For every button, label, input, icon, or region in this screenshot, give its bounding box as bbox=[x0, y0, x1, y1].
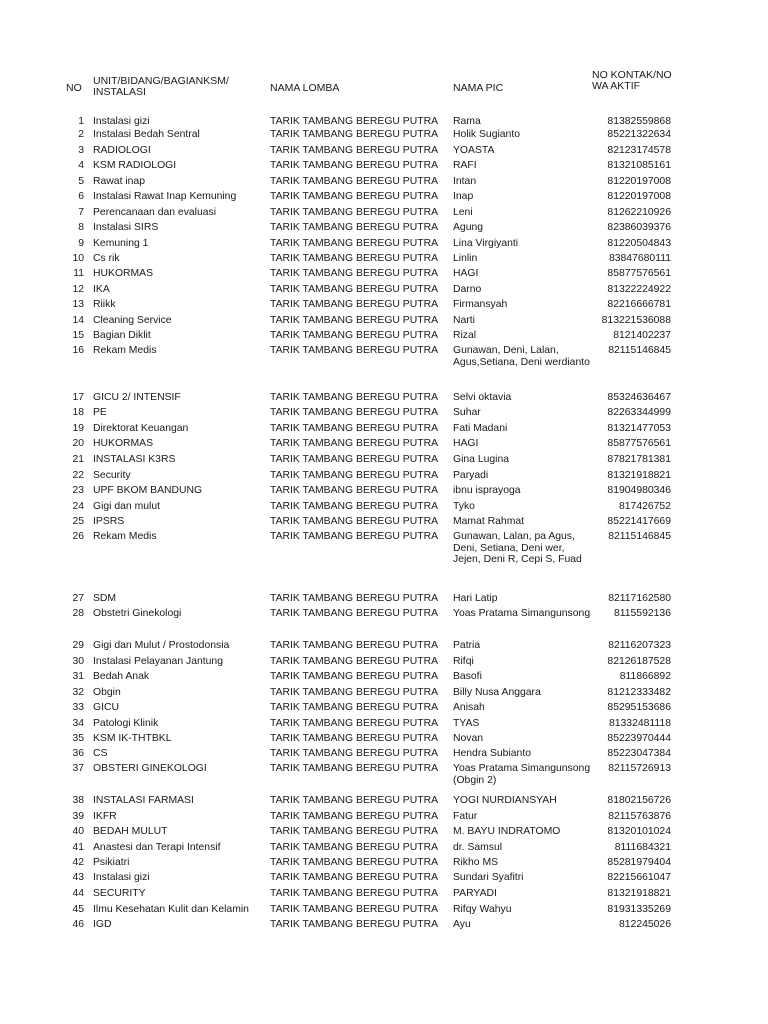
row-kontak: 8121402237 bbox=[613, 330, 671, 341]
table-row bbox=[0, 145, 768, 160]
table-row bbox=[0, 718, 768, 733]
row-unit: KSM IK-THTBKL bbox=[93, 733, 172, 744]
row-lomba: TARIK TAMBANG BEREGU PUTRA bbox=[270, 516, 439, 527]
row-kontak: 81322224922 bbox=[607, 284, 671, 295]
row-pic: Rizal bbox=[453, 330, 477, 341]
row-number: 32 bbox=[72, 687, 84, 698]
row-number: 12 bbox=[72, 284, 84, 295]
row-unit: Instalasi gizi bbox=[93, 872, 150, 883]
row-kontak: 81262210926 bbox=[607, 207, 671, 218]
table-row bbox=[0, 176, 768, 191]
row-lomba: TARIK TAMBANG BEREGU PUTRA bbox=[270, 608, 439, 619]
row-unit: IKA bbox=[93, 284, 110, 295]
row-kontak: 85281979404 bbox=[607, 857, 671, 868]
table-row bbox=[0, 470, 768, 485]
row-pic: Novan bbox=[453, 733, 484, 744]
row-number: 26 bbox=[72, 531, 84, 542]
row-number: 15 bbox=[72, 330, 84, 341]
row-lomba: TARIK TAMBANG BEREGU PUTRA bbox=[270, 238, 439, 249]
row-kontak: 82115726913 bbox=[608, 763, 671, 774]
row-lomba: TARIK TAMBANG BEREGU PUTRA bbox=[270, 284, 439, 295]
row-lomba: TARIK TAMBANG BEREGU PUTRA bbox=[270, 888, 439, 899]
row-number: 6 bbox=[78, 191, 84, 202]
row-number: 18 bbox=[72, 407, 84, 418]
row-unit: Rekam Medis bbox=[93, 345, 157, 356]
row-pic: TYAS bbox=[453, 718, 480, 729]
row-unit: RADIOLOGI bbox=[93, 145, 151, 156]
row-unit: INSTALASI K3RS bbox=[93, 454, 176, 465]
row-lomba: TARIK TAMBANG BEREGU PUTRA bbox=[270, 671, 439, 682]
row-kontak: 813221536088 bbox=[601, 315, 671, 326]
row-unit: GICU bbox=[93, 702, 119, 713]
row-number: 8 bbox=[78, 222, 84, 233]
row-lomba: TARIK TAMBANG BEREGU PUTRA bbox=[270, 857, 439, 868]
row-unit: Rawat inap bbox=[93, 176, 145, 187]
table-row bbox=[0, 438, 768, 453]
table-row bbox=[0, 129, 768, 144]
row-unit: INSTALASI FARMASI bbox=[93, 795, 194, 806]
row-kontak: 82117162580 bbox=[608, 593, 671, 604]
header-lomba: NAMA LOMBA bbox=[270, 82, 340, 94]
row-number: 17 bbox=[72, 392, 84, 403]
row-lomba: TARIK TAMBANG BEREGU PUTRA bbox=[270, 904, 439, 915]
row-unit: BEDAH MULUT bbox=[93, 826, 168, 837]
table-row bbox=[0, 315, 768, 330]
row-pic: Firmansyah bbox=[453, 299, 508, 310]
row-number: 20 bbox=[72, 438, 84, 449]
row-lomba: TARIK TAMBANG BEREGU PUTRA bbox=[270, 733, 439, 744]
row-unit: PE bbox=[93, 407, 107, 418]
row-unit: Perencanaan dan evaluasi bbox=[93, 207, 217, 218]
table-row bbox=[0, 160, 768, 175]
table-row bbox=[0, 640, 768, 655]
row-kontak: 81212333482 bbox=[607, 687, 671, 698]
row-lomba: TARIK TAMBANG BEREGU PUTRA bbox=[270, 116, 439, 127]
row-kontak: 87821781381 bbox=[607, 454, 671, 465]
row-pic: Gina Lugina bbox=[453, 454, 510, 465]
row-pic: Yoas Pratama Simangunsong (Obgin 2) bbox=[453, 763, 591, 786]
table-row bbox=[0, 904, 768, 919]
row-unit: Bagian Diklit bbox=[93, 330, 151, 341]
row-lomba: TARIK TAMBANG BEREGU PUTRA bbox=[270, 129, 439, 140]
row-kontak: 85324636467 bbox=[607, 392, 671, 403]
row-lomba: TARIK TAMBANG BEREGU PUTRA bbox=[270, 423, 439, 434]
row-kontak: 8111684321 bbox=[614, 842, 671, 853]
row-lomba: TARIK TAMBANG BEREGU PUTRA bbox=[270, 191, 439, 202]
row-pic: Billy Nusa Anggara bbox=[453, 687, 541, 698]
row-kontak: 81220504843 bbox=[607, 238, 671, 249]
row-number: 43 bbox=[72, 872, 84, 883]
row-unit: Patologi Klinik bbox=[93, 718, 159, 729]
row-number: 42 bbox=[72, 857, 84, 868]
row-pic: Sundari Syafitri bbox=[453, 872, 524, 883]
row-lomba: TARIK TAMBANG BEREGU PUTRA bbox=[270, 826, 439, 837]
row-unit: Obgin bbox=[93, 687, 121, 698]
table-row bbox=[0, 857, 768, 872]
row-kontak: 812245026 bbox=[618, 919, 671, 930]
row-unit: Psikiatri bbox=[93, 857, 130, 868]
row-pic: Fati Madani bbox=[453, 423, 508, 434]
row-lomba: TARIK TAMBANG BEREGU PUTRA bbox=[270, 531, 439, 542]
table-row bbox=[0, 763, 768, 786]
row-number: 29 bbox=[72, 640, 84, 651]
table-row bbox=[0, 423, 768, 438]
row-unit: IPSRS bbox=[93, 516, 125, 527]
header-pic: NAMA PIC bbox=[453, 82, 504, 94]
row-number: 7 bbox=[78, 207, 84, 218]
row-number: 19 bbox=[72, 423, 84, 434]
row-lomba: TARIK TAMBANG BEREGU PUTRA bbox=[270, 222, 439, 233]
row-pic: Inap bbox=[453, 191, 474, 202]
header-kontak: NO KONTAK/NO WA AKTIF bbox=[592, 69, 672, 92]
row-lomba: TARIK TAMBANG BEREGU PUTRA bbox=[270, 160, 439, 171]
row-lomba: TARIK TAMBANG BEREGU PUTRA bbox=[270, 485, 439, 496]
row-kontak: 81931335269 bbox=[607, 904, 671, 915]
row-number: 13 bbox=[72, 299, 84, 310]
row-number: 9 bbox=[78, 238, 84, 249]
row-kontak: 85877576561 bbox=[607, 438, 671, 449]
row-kontak: 82115763876 bbox=[608, 811, 671, 822]
row-number: 5 bbox=[78, 176, 84, 187]
row-unit: HUKORMAS bbox=[93, 268, 154, 279]
row-lomba: TARIK TAMBANG BEREGU PUTRA bbox=[270, 438, 439, 449]
row-unit: OBSTERI GINEKOLOGI bbox=[93, 763, 207, 774]
row-kontak: 83847680111 bbox=[608, 253, 671, 264]
row-unit: Instalasi Pelayanan Jantung bbox=[93, 656, 223, 667]
row-pic: RAFI bbox=[453, 160, 477, 171]
row-kontak: 85223970444 bbox=[607, 733, 671, 744]
row-number: 34 bbox=[72, 718, 84, 729]
row-pic: YOGI NURDIANSYAH bbox=[453, 795, 557, 806]
row-number: 30 bbox=[72, 656, 84, 667]
row-number: 1 bbox=[78, 116, 84, 127]
row-pic: PARYADI bbox=[453, 888, 497, 899]
row-pic: Tyko bbox=[453, 501, 475, 512]
row-pic: Intan bbox=[453, 176, 477, 187]
row-kontak: 811866892 bbox=[619, 671, 671, 682]
row-number: 39 bbox=[72, 811, 84, 822]
row-number: 44 bbox=[72, 888, 84, 899]
row-kontak: 81220197008 bbox=[607, 191, 671, 202]
row-kontak: 81382559868 bbox=[607, 116, 671, 127]
table-row bbox=[0, 268, 768, 283]
table-row bbox=[0, 608, 768, 623]
row-kontak: 82115146845 bbox=[608, 345, 671, 356]
row-kontak: 85221417669 bbox=[607, 516, 671, 527]
row-kontak: 82263344999 bbox=[607, 407, 671, 418]
row-kontak: 82115146845 bbox=[608, 531, 671, 542]
row-unit: Obstetri Ginekologi bbox=[93, 608, 182, 619]
row-unit: Instalasi SIRS bbox=[93, 222, 159, 233]
row-kontak: 82123174578 bbox=[607, 145, 671, 156]
row-lomba: TARIK TAMBANG BEREGU PUTRA bbox=[270, 919, 439, 930]
row-number: 22 bbox=[72, 470, 84, 481]
row-kontak: 85295153686 bbox=[607, 702, 671, 713]
table-row bbox=[0, 238, 768, 253]
row-unit: Instalasi gizi bbox=[93, 116, 150, 127]
row-kontak: 81321918821 bbox=[607, 888, 671, 899]
row-number: 24 bbox=[72, 501, 84, 512]
row-pic: Rifqi bbox=[453, 656, 474, 667]
row-kontak: 81320101024 bbox=[607, 826, 671, 837]
table-row bbox=[0, 656, 768, 671]
table-row bbox=[0, 392, 768, 407]
table-row bbox=[0, 454, 768, 469]
row-pic: dr. Samsul bbox=[453, 842, 503, 853]
row-lomba: TARIK TAMBANG BEREGU PUTRA bbox=[270, 702, 439, 713]
row-pic: Hendra Subianto bbox=[453, 748, 531, 759]
row-pic: Darno bbox=[453, 284, 482, 295]
row-pic: YOASTA bbox=[453, 145, 495, 156]
table-row bbox=[0, 407, 768, 422]
row-number: 45 bbox=[72, 904, 84, 915]
row-pic: Anisah bbox=[453, 702, 485, 713]
row-kontak: 82116207323 bbox=[608, 640, 671, 651]
row-unit: Gigi dan Mulut / Prostodonsia bbox=[93, 640, 230, 651]
row-number: 4 bbox=[78, 160, 84, 171]
row-pic: Rikho MS bbox=[453, 857, 499, 868]
row-number: 23 bbox=[72, 485, 84, 496]
table-row bbox=[0, 795, 768, 810]
row-unit: GICU 2/ INTENSIF bbox=[93, 392, 181, 403]
table-row bbox=[0, 207, 768, 222]
table-row bbox=[0, 702, 768, 717]
row-pic: Lina Virgiyanti bbox=[453, 238, 519, 249]
row-number: 31 bbox=[72, 671, 84, 682]
row-number: 2 bbox=[78, 129, 84, 140]
row-lomba: TARIK TAMBANG BEREGU PUTRA bbox=[270, 718, 439, 729]
row-pic: Linlin bbox=[453, 253, 478, 264]
row-unit: Anastesi dan Terapi Intensif bbox=[93, 842, 221, 853]
row-number: 21 bbox=[72, 454, 84, 465]
row-lomba: TARIK TAMBANG BEREGU PUTRA bbox=[270, 842, 439, 853]
row-unit: SECURITY bbox=[93, 888, 146, 899]
table-row bbox=[0, 826, 768, 841]
row-number: 38 bbox=[72, 795, 84, 806]
row-lomba: TARIK TAMBANG BEREGU PUTRA bbox=[270, 687, 439, 698]
row-pic: Mamat Rahmat bbox=[453, 516, 525, 527]
row-kontak: 81332481118 bbox=[608, 718, 671, 729]
row-pic: ibnu isprayoga bbox=[453, 485, 521, 496]
header-no: NO bbox=[66, 82, 82, 94]
row-pic: Agung bbox=[453, 222, 484, 233]
row-pic: Paryadi bbox=[453, 470, 489, 481]
row-pic: Gunawan, Lalan, pa Agus, Deni, Setiana, Deni wer, Jejen, Deni R, Cepi S, Fuad bbox=[453, 531, 582, 565]
table-row bbox=[0, 811, 768, 826]
row-number: 3 bbox=[78, 145, 84, 156]
row-lomba: TARIK TAMBANG BEREGU PUTRA bbox=[270, 315, 439, 326]
row-unit: UPF BKOM BANDUNG bbox=[93, 485, 203, 496]
row-unit: Gigi dan mulut bbox=[93, 501, 160, 512]
row-lomba: TARIK TAMBANG BEREGU PUTRA bbox=[270, 593, 439, 604]
row-pic: Rama bbox=[453, 116, 481, 127]
row-lomba: TARIK TAMBANG BEREGU PUTRA bbox=[270, 501, 439, 512]
row-lomba: TARIK TAMBANG BEREGU PUTRA bbox=[270, 299, 439, 310]
row-unit: Direktorat Keuangan bbox=[93, 423, 189, 434]
table-row bbox=[0, 842, 768, 857]
table-row bbox=[0, 888, 768, 903]
table-row bbox=[0, 485, 768, 500]
row-lomba: TARIK TAMBANG BEREGU PUTRA bbox=[270, 345, 439, 356]
row-number: 27 bbox=[72, 593, 84, 604]
row-kontak: 81321085161 bbox=[607, 160, 671, 171]
table-row bbox=[0, 191, 768, 206]
row-pic: HAGI bbox=[453, 268, 479, 279]
row-kontak: 81321477053 bbox=[607, 423, 671, 434]
row-pic: Basofi bbox=[453, 671, 482, 682]
row-pic: Suhar bbox=[453, 407, 481, 418]
row-lomba: TARIK TAMBANG BEREGU PUTRA bbox=[270, 470, 439, 481]
row-lomba: TARIK TAMBANG BEREGU PUTRA bbox=[270, 407, 439, 418]
row-number: 16 bbox=[72, 345, 84, 356]
table-row bbox=[0, 516, 768, 531]
row-lomba: TARIK TAMBANG BEREGU PUTRA bbox=[270, 748, 439, 759]
row-unit: IGD bbox=[93, 919, 112, 930]
table-row bbox=[0, 872, 768, 887]
row-kontak: 81802156726 bbox=[607, 795, 671, 806]
row-kontak: 81321918821 bbox=[607, 470, 671, 481]
row-pic: Gunawan, Deni, Lalan, Agus,Setiana, Deni werdianto bbox=[453, 345, 590, 368]
row-pic: Fatur bbox=[453, 811, 478, 822]
row-lomba: TARIK TAMBANG BEREGU PUTRA bbox=[270, 795, 439, 806]
row-unit: Instalasi Bedah Sentral bbox=[93, 129, 200, 140]
row-unit: Instalasi Rawat Inap Kemuning bbox=[93, 191, 237, 202]
row-kontak: 817426752 bbox=[618, 501, 671, 512]
table-row bbox=[0, 222, 768, 237]
row-kontak: 82386039376 bbox=[607, 222, 671, 233]
row-pic: Narti bbox=[453, 315, 475, 326]
row-lomba: TARIK TAMBANG BEREGU PUTRA bbox=[270, 872, 439, 883]
row-number: 46 bbox=[72, 919, 84, 930]
row-pic: Holik Sugianto bbox=[453, 129, 521, 140]
table-row bbox=[0, 345, 768, 368]
table-row bbox=[0, 299, 768, 314]
table-row bbox=[0, 671, 768, 686]
row-unit: HUKORMAS bbox=[93, 438, 154, 449]
row-kontak: 81904980346 bbox=[607, 485, 671, 496]
row-number: 40 bbox=[72, 826, 84, 837]
row-unit: Riikk bbox=[93, 299, 116, 310]
row-pic: Yoas Pratama Simangunsong bbox=[453, 608, 591, 619]
table-row bbox=[0, 253, 768, 268]
row-unit: IKFR bbox=[93, 811, 117, 822]
row-kontak: 82215661047 bbox=[607, 872, 671, 883]
row-kontak: 8115592136 bbox=[613, 608, 671, 619]
row-lomba: TARIK TAMBANG BEREGU PUTRA bbox=[270, 392, 439, 403]
row-kontak: 82216666781 bbox=[607, 299, 671, 310]
row-number: 36 bbox=[72, 748, 84, 759]
row-unit: Cleaning Service bbox=[93, 315, 172, 326]
row-pic: Selvi oktavia bbox=[453, 392, 512, 403]
row-unit: CS bbox=[93, 748, 108, 759]
row-lomba: TARIK TAMBANG BEREGU PUTRA bbox=[270, 253, 439, 264]
row-pic: M. BAYU INDRATOMO bbox=[453, 826, 561, 837]
table-row bbox=[0, 687, 768, 702]
row-unit: Cs rik bbox=[93, 253, 120, 264]
row-number: 25 bbox=[72, 516, 84, 527]
row-lomba: TARIK TAMBANG BEREGU PUTRA bbox=[270, 207, 439, 218]
row-unit: KSM RADIOLOGI bbox=[93, 160, 177, 171]
row-pic: Ayu bbox=[453, 919, 471, 930]
row-pic: HAGI bbox=[453, 438, 479, 449]
table-row bbox=[0, 748, 768, 763]
row-pic: Rifqy Wahyu bbox=[453, 904, 512, 915]
row-kontak: 85877576561 bbox=[607, 268, 671, 279]
row-lomba: TARIK TAMBANG BEREGU PUTRA bbox=[270, 811, 439, 822]
row-lomba: TARIK TAMBANG BEREGU PUTRA bbox=[270, 145, 439, 156]
row-number: 11 bbox=[73, 268, 84, 279]
table-row bbox=[0, 330, 768, 345]
row-kontak: 82126187528 bbox=[607, 656, 671, 667]
row-lomba: TARIK TAMBANG BEREGU PUTRA bbox=[270, 656, 439, 667]
row-unit: Security bbox=[93, 470, 131, 481]
table-row bbox=[0, 593, 768, 608]
row-number: 28 bbox=[72, 608, 84, 619]
row-lomba: TARIK TAMBANG BEREGU PUTRA bbox=[270, 176, 439, 187]
row-kontak: 85223047384 bbox=[607, 748, 671, 759]
row-unit: Ilmu Kesehatan Kulit dan Kelamin bbox=[93, 904, 249, 915]
row-number: 35 bbox=[72, 733, 84, 744]
row-pic: Leni bbox=[453, 207, 473, 218]
row-lomba: TARIK TAMBANG BEREGU PUTRA bbox=[270, 640, 439, 651]
row-lomba: TARIK TAMBANG BEREGU PUTRA bbox=[270, 330, 439, 341]
row-number: 10 bbox=[72, 253, 84, 264]
row-lomba: TARIK TAMBANG BEREGU PUTRA bbox=[270, 268, 439, 279]
row-number: 33 bbox=[72, 702, 84, 713]
header-unit: UNIT/BIDANG/BAGIANKSM/ INSTALASI bbox=[93, 75, 229, 98]
row-lomba: TARIK TAMBANG BEREGU PUTRA bbox=[270, 454, 439, 465]
row-unit: Bedah Anak bbox=[93, 671, 150, 682]
table-row bbox=[0, 919, 768, 934]
row-number: 37 bbox=[72, 763, 84, 774]
row-kontak: 85221322634 bbox=[607, 129, 671, 140]
row-pic: Patria bbox=[453, 640, 481, 651]
table-row bbox=[0, 501, 768, 516]
table-row bbox=[0, 733, 768, 748]
row-unit: Kemuning 1 bbox=[93, 238, 149, 249]
row-lomba: TARIK TAMBANG BEREGU PUTRA bbox=[270, 763, 439, 774]
row-unit: Rekam Medis bbox=[93, 531, 157, 542]
row-pic: Hari Latip bbox=[453, 593, 498, 604]
row-unit: SDM bbox=[93, 593, 117, 604]
row-number: 14 bbox=[72, 315, 84, 326]
row-kontak: 81220197008 bbox=[607, 176, 671, 187]
table-row bbox=[0, 284, 768, 299]
row-number: 41 bbox=[72, 842, 84, 853]
table-row bbox=[0, 531, 768, 565]
